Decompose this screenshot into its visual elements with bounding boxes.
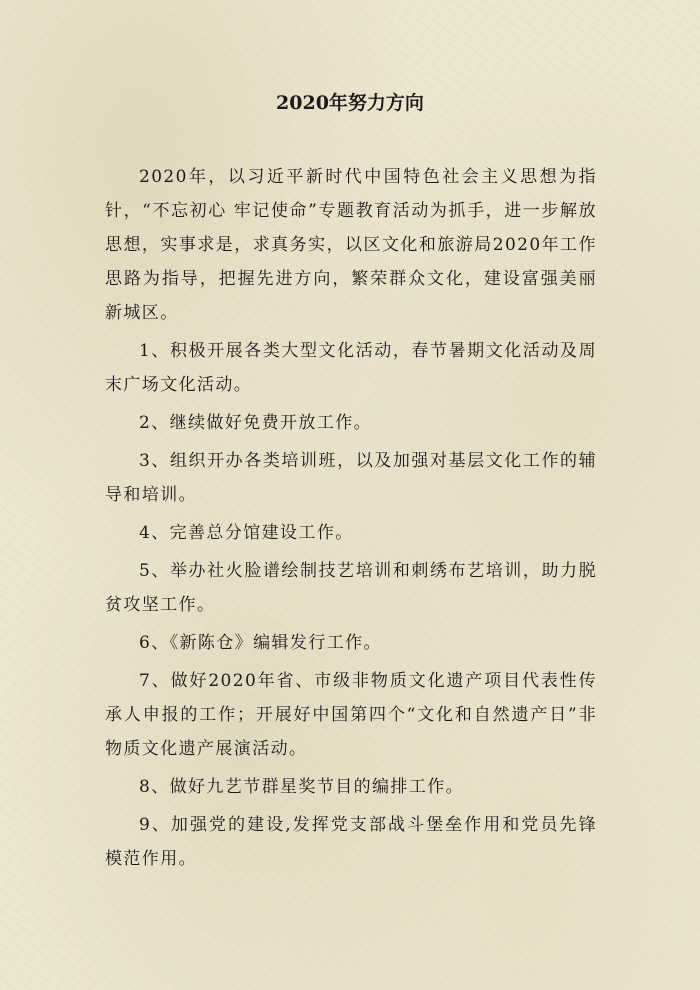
list-item-2: 2、继续做好免费开放工作。 — [139, 413, 373, 433]
list-item-1: 1、积极开展各类大型文化活动，春节暑期文化活动及周末广场文化活动。 — [105, 341, 597, 395]
list-item-9: 9、加强党的建设,发挥党支部战斗堡垒作用和党员先锋模范作用。 — [105, 815, 597, 869]
list-item-6: 6、《新陈仓》编辑发行工作。 — [139, 633, 382, 653]
list-item-3: 3、组织开办各类培训班，以及加强对基层文化工作的辅导和培训。 — [105, 451, 597, 505]
list-item-5: 5、举办社火脸谱绘制技艺培训和刺绣布艺培训，助力脱贫攻坚工作。 — [105, 561, 597, 615]
list-item-8: 8、做好九艺节群星奖节目的编排工作。 — [139, 777, 465, 797]
list-item-7: 7、做好2020年省、市级非物质文化遗产项目代表性传承人申报的工作；开展好中国第四个“文化和自然遗产日”非物质文化遗产展演活动。 — [105, 671, 597, 759]
list-item-4: 4、完善总分馆建设工作。 — [139, 523, 354, 543]
intro-paragraph: 2020年，以习近平新时代中国特色社会主义思想为指针，“不忘初心 牢记使命”专题教育活动为抓手，进一步解放思想，实事求是，求真务实，以区文化和旅游局2020年工作思路为指导，把握先进方向，繁荣群众文化，建设富强美丽新城区。 — [105, 167, 597, 323]
document-title: 2020年努力方向 — [276, 92, 424, 114]
document-body — [105, 160, 597, 880]
